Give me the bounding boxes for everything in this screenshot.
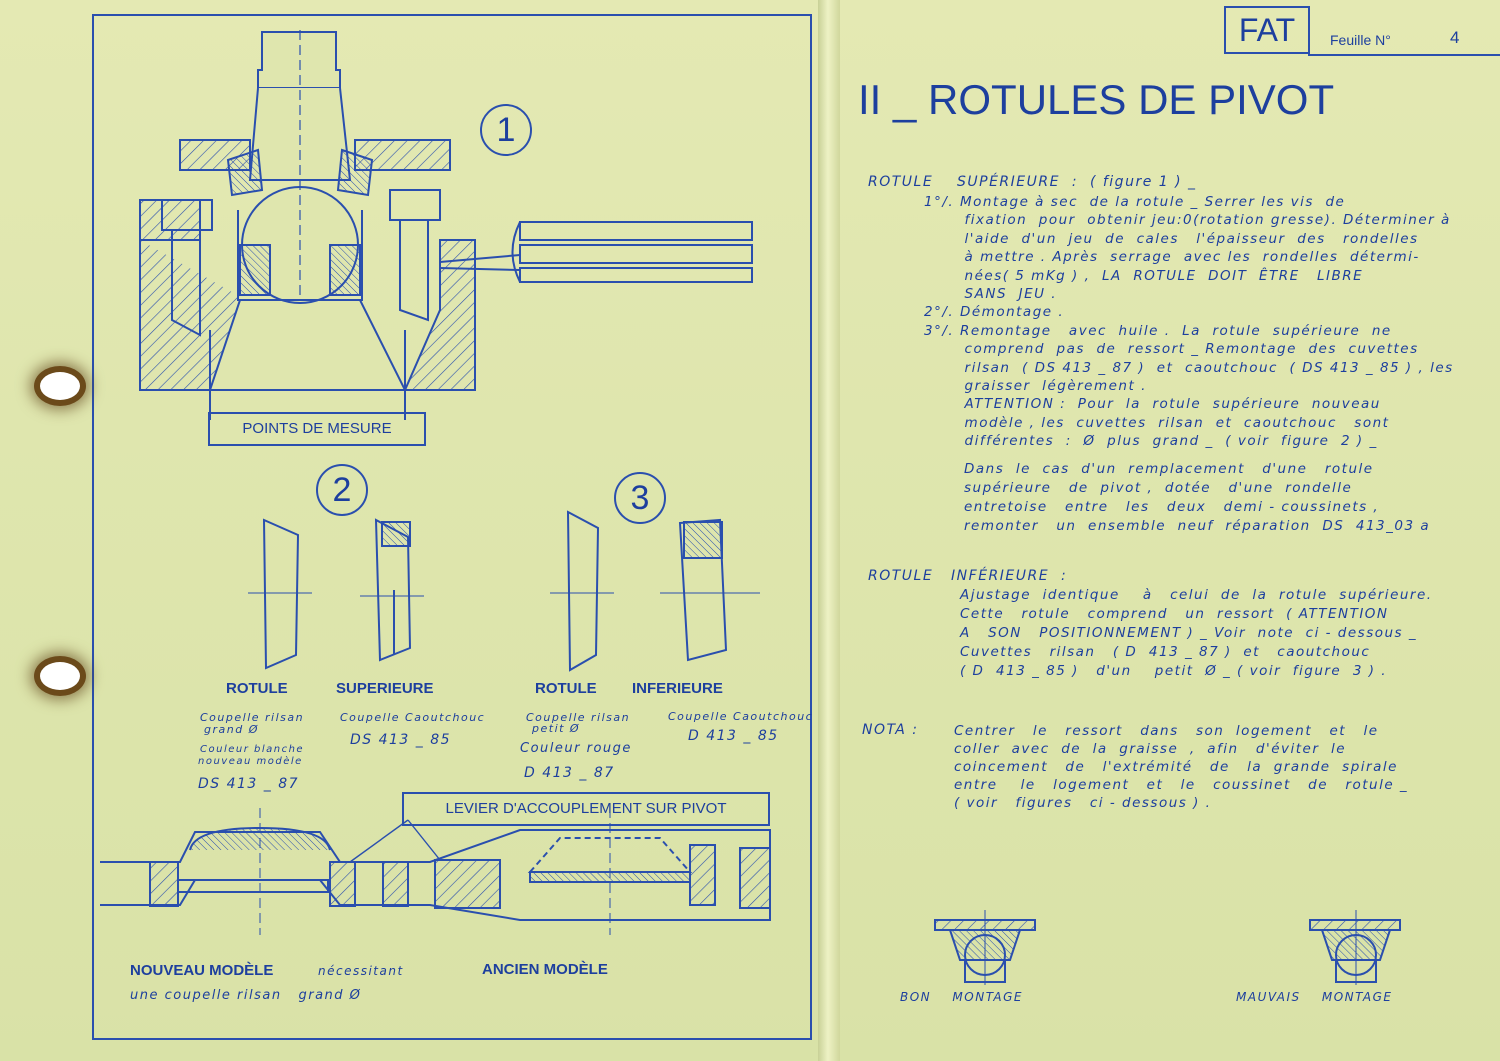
superieure-line: 2°/. Démontage . [924,304,1065,321]
cup-c-line2: petit Ø [532,722,581,735]
nota-line: Centrer le ressort dans son logement et le [954,723,1379,739]
nota-line: entre le logement et le coussinet de rotule _ [954,777,1409,793]
superieure-line: 1°/. Montage à sec de la rotule _ Serrer les vis de [924,194,1346,210]
remplacement-line: entretoise entre les deux demi - coussinets , [964,499,1380,515]
rotule-inferieure-label-b: ROTULE [535,680,597,697]
superieure-line: rilsan ( DS 413 _ 87 ) et caoutchouc ( DS 413 _ 85 ) , les [924,359,1454,376]
cup-d-label: Coupelle Caoutchouc [668,710,814,723]
mauvais-montage-label: MAUVAIS MONTAGE [1236,990,1393,1004]
cup-a-color-line1: Couleur blanche [200,744,305,755]
nota-line: ( voir figures ci - dessous ) . [954,795,1212,811]
nota-line: coincement de l'extrémité de la grande spirale [954,759,1398,775]
cup-a-ref: DS 413 _ 87 [198,776,300,792]
rotule-superieure-heading: ROTULE SUPÉRIEURE : ( figure 1 ) _ [868,174,1197,190]
superieure-line: graisser légèrement . [924,378,1147,395]
rotule-inferieure-text [960,586,1433,681]
inferieure-line: ( D 413 _ 85 ) d'un petit Ø _ ( voir figure 3 ) . [960,663,1388,679]
superieure-line: comprend pas de ressort _ Remontage des cuvettes [924,341,1419,358]
levier-accouplement-label: LEVIER D'ACCOUPLEMENT SUR PIVOT [402,792,770,826]
rotule-superieure-paragraph [924,193,1454,451]
superieure-line: fixation pour obtenir jeu:0(rotation gresse). Déterminer à [924,212,1451,229]
sheet-label: Feuille N° [1330,32,1391,48]
nota-text [954,722,1408,812]
cup-a-line2: grand Ø [204,723,259,736]
inferieure-line: A SON POSITIONNEMENT ) _ Voir note ci - dessous _ [960,625,1418,641]
figure-2-number: 2 [316,464,368,516]
superieure-line: nées( 5 mKg ) , LA ROTULE DOIT ÊTRE LIBRE [924,267,1364,284]
figure-3-cups [550,512,760,670]
remplacement-line: supérieure de pivot , dotée d'une rondelle [964,480,1353,496]
superieure-line: ATTENTION : Pour la rotule supérieure nouveau [924,396,1381,413]
remplacement-paragraph [964,460,1430,536]
rotule-inferieure-heading: ROTULE INFÉRIEURE : [868,568,1068,584]
coupling-lever-sections [100,808,770,935]
nota-label: NOTA : [862,722,919,738]
inferieure-label: INFERIEURE [632,680,723,697]
superieure-line: à mettre . Après serrage avec les rondelles détermi- [924,249,1420,266]
mounting-sketches [935,910,1400,985]
superieure-label: SUPERIEURE [336,680,434,697]
rotule-superieure-label-a: ROTULE [226,680,288,697]
superieure-line: différentes : Ø plus grand _ ( voir figure 2 ) _ [924,433,1378,450]
figure-2-cups [248,520,424,668]
remplacement-text [964,460,1430,536]
remplacement-line: remonter un ensemble neuf réparation DS 413_03 a [964,518,1431,534]
cup-b-ref: DS 413 _ 85 [350,732,452,748]
nota-line: coller avec de la graisse , afin d'éviter le [954,741,1347,757]
cup-c-ref: D 413 _ 87 [524,765,615,781]
figure-1-ball-joint [140,30,752,420]
cup-a-color-line2: nouveau modèle [198,756,303,767]
rotule-inferieure-paragraph [960,586,1433,681]
superieure-line: l'aide d'un jeu de cales l'épaisseur des rondelles [924,230,1419,247]
cup-c-line1: Coupelle rilsan [526,711,631,724]
inferieure-line: Cuvettes rilsan ( D 413 _ 87 ) et caoutchouc [960,644,1371,660]
nouveau-modele-label: NOUVEAU MODÈLE [130,962,274,979]
superieure-line: 3°/. Remontage avec huile . La rotule supérieure ne [924,322,1392,339]
sheet-number: 4 [1450,28,1460,47]
points-de-mesure-label: POINTS DE MESURE [208,412,426,446]
superieure-line: SANS JEU . [924,286,1058,303]
cup-a-line1: Coupelle rilsan [200,711,305,724]
nouveau-modele-suffix: nécessitant [318,964,404,978]
ancien-modele-label: ANCIEN MODÈLE [482,961,608,978]
rotule-superieure-text [924,193,1454,451]
fat-logo: FAT [1224,6,1310,54]
nota-paragraph [954,722,1408,812]
sheet-number-box [1308,14,1500,56]
cup-c-color: Couleur rouge [520,741,632,756]
cup-d-ref: D 413 _ 85 [688,728,779,744]
bon-montage-label: BON MONTAGE [900,990,1024,1004]
inferieure-line: Cette rotule comprend un ressort ( ATTENTION [960,606,1389,622]
page-title: II _ ROTULES DE PIVOT [858,76,1335,123]
superieure-line: modèle , les cuvettes rilsan et caoutchouc sont [924,414,1390,431]
figure-1-number: 1 [480,104,532,156]
inferieure-line: Ajustage identique à celui de la rotule supérieure. [960,587,1433,603]
cup-b-label: Coupelle Caoutchouc [340,711,486,724]
remplacement-line: Dans le cas d'un remplacement d'une rotule [964,461,1374,477]
figure-3-number: 3 [614,472,666,524]
nouveau-modele-line2: une coupelle rilsan grand Ø [130,988,362,1003]
